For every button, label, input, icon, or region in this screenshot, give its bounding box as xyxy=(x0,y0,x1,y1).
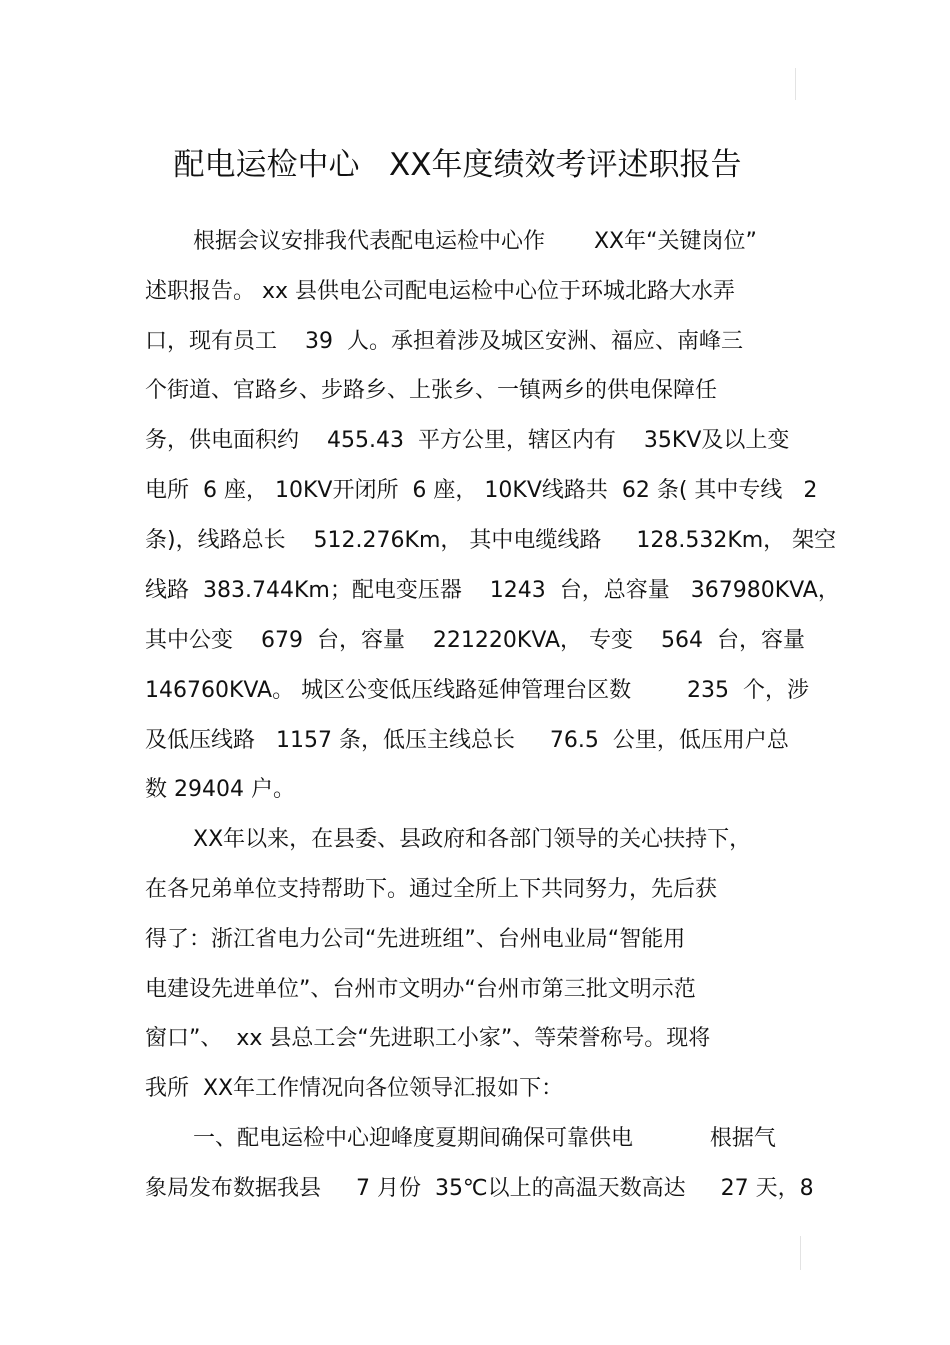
paragraph-2-line-3: 得了：浙江省电力公司“先进班组”、台州电业局“智能用 xyxy=(145,927,686,952)
paragraph-2-line-6: 我所 XX年工作情况向各位领导汇报如下： xyxy=(145,1076,564,1101)
paragraph-1-line-3: 口，现有员工 39 人。承担着涉及城区安洲、福应、南峰三 xyxy=(145,329,743,354)
page-edge-mark-bottom xyxy=(800,1236,801,1270)
paragraph-1-line-7: 条)，线路总长 512.276Km， 其中电缆线路 128.532Km， 架空 xyxy=(145,528,837,553)
paragraph-1-line-2: 述职报告。 xx 县供电公司配电运检中心位于环城北路大水弄 xyxy=(145,279,736,304)
paragraph-1-line-8: 线路 383.744Km；配电变压器 1243 台，总容量 367980KVA， xyxy=(145,578,840,603)
paragraph-3-line-1: 一、配电运检中心迎峰度夏期间确保可靠供电 根据气 xyxy=(193,1126,776,1151)
paragraph-1-line-9: 其中公变 679 台，容量 221220KVA， 专变 564 台，容量 xyxy=(145,628,805,653)
paragraph-1-line-6: 电所 6 座， 10KV开闭所 6 座， 10KV线路共 62 条( 其中专线 2 xyxy=(145,478,818,503)
paragraph-1-line-10: 146760KVA。 城区公变低压线路延伸管理台区数 235 个，涉 xyxy=(145,678,810,703)
paragraph-1-line-1: 根据会议安排我代表配电运检中心作 XX年“关键岗位” xyxy=(193,229,757,254)
paragraph-1-line-12: 数 29404 户。 xyxy=(145,777,295,802)
page-edge-mark-top xyxy=(795,68,796,100)
paragraph-2-line-2: 在各兄弟单位支持帮助下。通过全所上下共同努力，先后获 xyxy=(145,877,718,902)
paragraph-1-line-5: 务，供电面积约 455.43 平方公里，辖区内有 35KV及以上变 xyxy=(145,428,790,453)
paragraph-1-line-4: 个街道、官路乡、步路乡、上张乡、一镇两乡的供电保障任 xyxy=(145,378,718,403)
paragraph-2-line-4: 电建设先进单位”、台州市文明办“台州市第三批文明示范 xyxy=(145,977,696,1002)
paragraph-1-line-11: 及低压线路 1157 条，低压主线总长 76.5 公里，低压用户总 xyxy=(145,728,789,753)
paragraph-2-line-5: 窗口”、 xx 县总工会“先进职工小家”、等荣誉称号。现将 xyxy=(145,1026,711,1051)
paragraph-3-line-2: 象局发布数据我县 7 月份 35℃以上的高温天数高达 27 天，8 xyxy=(145,1176,814,1201)
document-title: 配电运检中心 XX年度绩效考评述职报告 xyxy=(173,146,742,183)
paragraph-2-line-1: XX年以来，在县委、县政府和各部门领导的关心扶持下， xyxy=(193,827,752,852)
